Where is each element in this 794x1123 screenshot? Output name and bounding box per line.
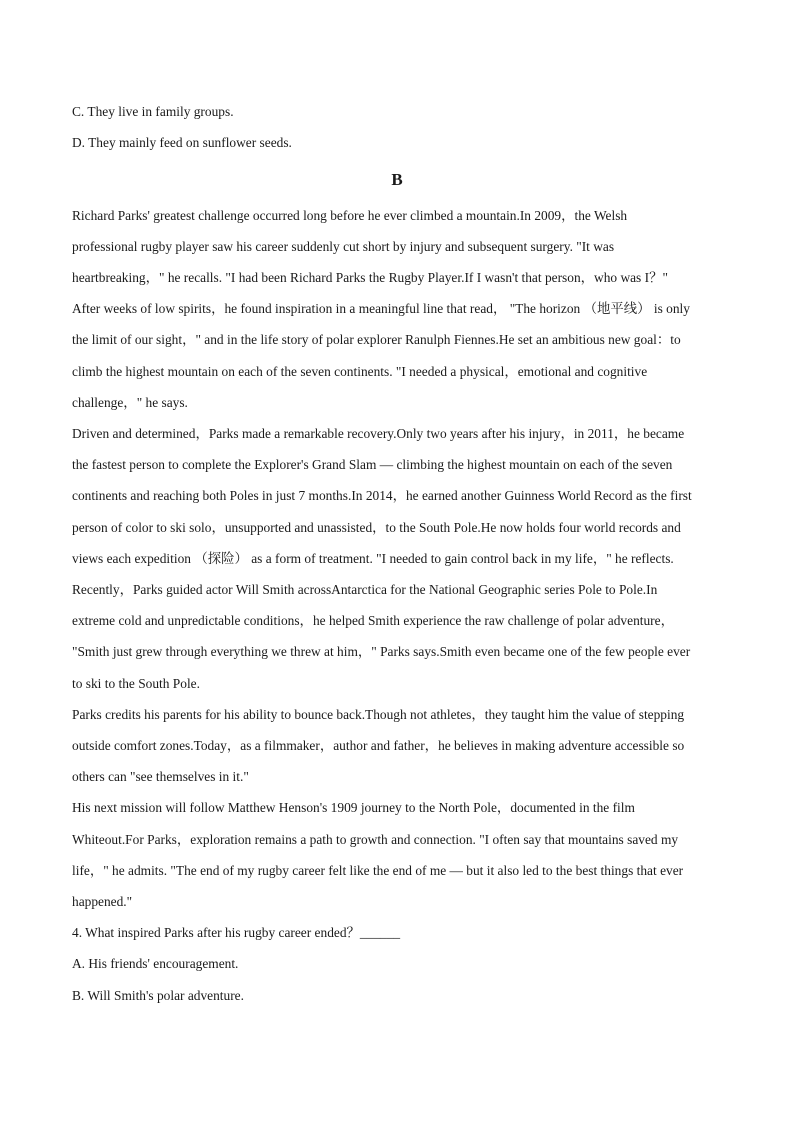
passage-line: extreme cold and unpredictable conditions，he helped Smith experience the raw challenge of polar adventure， (72, 613, 674, 628)
passage-line: views each expedition （探险） as a form of treatment. "I needed to gain control back in my life，" he reflects. (72, 551, 674, 566)
passage-line: outside comfort zones.Today，as a filmmaker，author and father，he believes in making adventure accessible so (72, 738, 685, 753)
option-c: C. They live in family groups. (72, 104, 234, 119)
passage-line: His next mission will follow Matthew Henson's 1909 journey to the North Pole，documented in the film (72, 800, 635, 815)
passage-line: Parks credits his parents for his ability to bounce back.Though not athletes，they taught him the value of stepping (72, 707, 685, 722)
passage-line: After weeks of low spirits，he found inspiration in a meaningful line that read， "The horizon （地平线） is only (72, 301, 690, 316)
option-a: A. His friends' encouragement. (72, 956, 239, 971)
passage-line: "Smith just grew through everything we threw at him，" Parks says.Smith even became one of the few people ever (72, 644, 691, 659)
passage-line: life，" he admits. "The end of my rugby career felt like the end of me — but it also led to the best things that ever (72, 863, 684, 878)
passage-line: climb the highest mountain on each of the seven continents. "I needed a physical，emotional and cognitive (72, 364, 648, 379)
passage-line: others can "see themselves in it." (72, 769, 249, 784)
passage-line: happened." (72, 894, 133, 909)
passage-line: Driven and determined，Parks made a remarkable recovery.Only two years after his injury，in 2011，he became (72, 426, 685, 441)
passage-line: heartbreaking，" he recalls. "I had been Richard Parks the Rugby Player.If I wasn't that person，who was I？" (72, 270, 668, 285)
option-b: B. Will Smith's polar adventure. (72, 988, 244, 1003)
passage-line: continents and reaching both Poles in just 7 months.In 2014，he earned another Guinness World Record as the first (72, 488, 692, 503)
passage-line: to ski to the South Pole. (72, 676, 200, 691)
passage-line: the limit of our sight，" and in the life story of polar explorer Ranulph Fiennes.He set an ambitious new goal：to (72, 332, 681, 347)
passage-line: Recently，Parks guided actor Will Smith acrossAntarctica for the National Geographic series Pole to Pole.In (72, 582, 658, 597)
passage-line: Richard Parks' greatest challenge occurred long before he ever climbed a mountain.In 2009，the Welsh (72, 208, 628, 223)
section-heading: B (391, 170, 403, 189)
passage-line: professional rugby player saw his career suddenly cut short by injury and subsequent surgery. "It was (72, 239, 615, 254)
passage-line: person of color to ski solo，unsupported and unassisted，to the South Pole.He now holds four world records and (72, 520, 681, 535)
question-stem: 4. What inspired Parks after his rugby career ended？______ (72, 925, 401, 940)
passage-line: Whiteout.For Parks，exploration remains a path to growth and connection. "I often say that mountains saved my (72, 832, 679, 847)
passage-line: challenge，" he says. (72, 395, 188, 410)
passage-line: the fastest person to complete the Explorer's Grand Slam — climbing the highest mountain on each of the seven (72, 457, 673, 472)
option-d: D. They mainly feed on sunflower seeds. (72, 135, 292, 150)
